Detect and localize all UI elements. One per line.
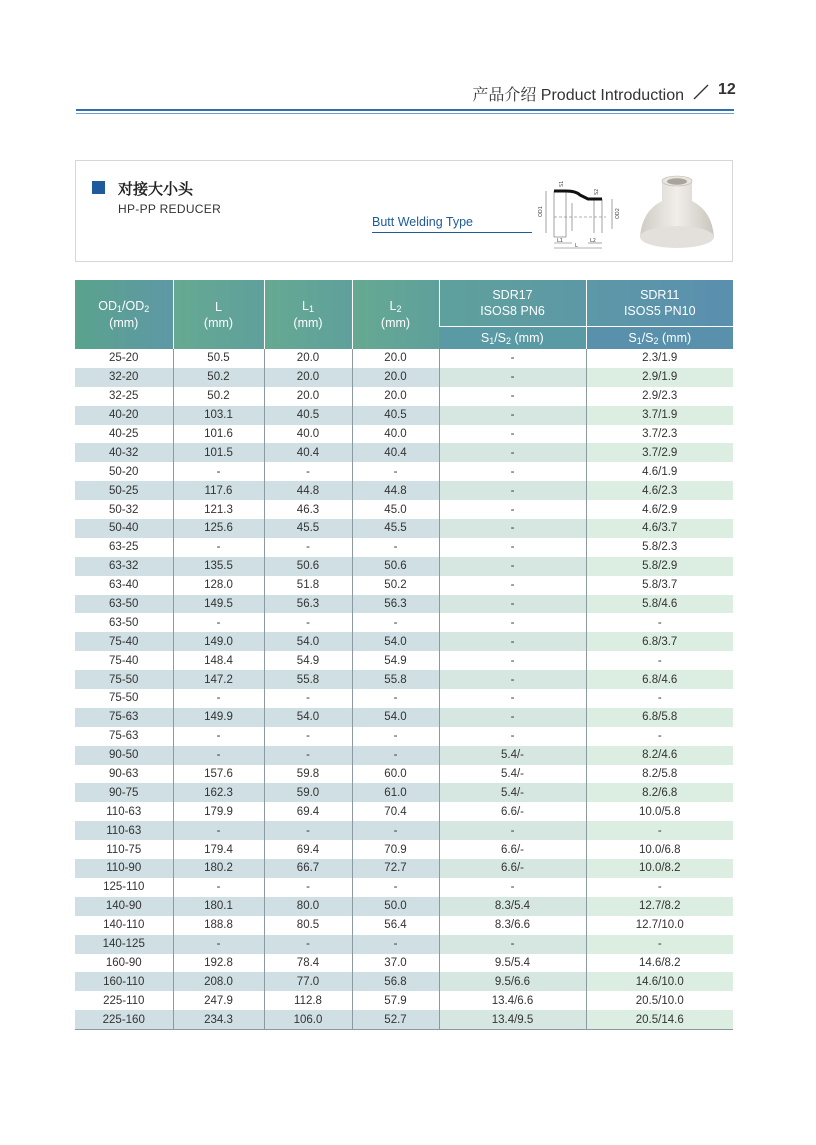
l2-cell: 56.4 bbox=[352, 916, 439, 935]
l2-cell: - bbox=[352, 689, 439, 708]
l2-cell: 44.8 bbox=[352, 481, 439, 500]
l2-cell: 50.6 bbox=[352, 557, 439, 576]
od-cell: 90-63 bbox=[75, 765, 173, 784]
sdr17-s1s2-cell: 5.4/- bbox=[439, 765, 586, 784]
sdr17-s1s2-cell: - bbox=[439, 349, 586, 368]
sdr17-s1s2-cell: - bbox=[439, 462, 586, 481]
table-row bbox=[75, 859, 733, 878]
l1-cell: 80.0 bbox=[264, 897, 352, 916]
table-row bbox=[75, 840, 733, 859]
label-s1: S1 bbox=[559, 180, 565, 187]
l-cell: 192.8 bbox=[173, 954, 264, 973]
table-row bbox=[75, 821, 733, 840]
l2-cell: 20.0 bbox=[352, 387, 439, 406]
l-cell: 149.0 bbox=[173, 632, 264, 651]
sdr11-s1s2-cell: - bbox=[586, 821, 733, 840]
od-cell: 90-50 bbox=[75, 746, 173, 765]
sdr11-s1s2-cell: 5.8/3.7 bbox=[586, 576, 733, 595]
sdr11-s1s2-cell: 10.0/5.8 bbox=[586, 802, 733, 821]
header-sdr17: SDR17 ISOS8 PN6 bbox=[439, 280, 586, 327]
sdr11-s1s2-cell: - bbox=[586, 651, 733, 670]
l-cell: 103.1 bbox=[173, 406, 264, 425]
l1-cell: - bbox=[264, 462, 352, 481]
sdr11-s1s2-cell: 4.6/3.7 bbox=[586, 519, 733, 538]
sdr11-s1s2-cell: 10.0/8.2 bbox=[586, 859, 733, 878]
label-od2: OD2 bbox=[615, 208, 621, 219]
l2-cell: - bbox=[352, 727, 439, 746]
od-cell: 50-20 bbox=[75, 462, 173, 481]
sdr17-s1s2-cell: - bbox=[439, 935, 586, 954]
sdr11-s1s2-cell: - bbox=[586, 727, 733, 746]
l2-cell: 54.0 bbox=[352, 632, 439, 651]
table-body bbox=[75, 349, 733, 1030]
l-cell: 188.8 bbox=[173, 916, 264, 935]
sdr17-s1s2-cell: - bbox=[439, 406, 586, 425]
od-cell: 32-20 bbox=[75, 368, 173, 387]
od-cell: 25-20 bbox=[75, 349, 173, 368]
table-row bbox=[75, 954, 733, 973]
l1-cell: 112.8 bbox=[264, 991, 352, 1010]
sdr11-s1s2-cell: 8.2/6.8 bbox=[586, 783, 733, 802]
l1-cell: 59.8 bbox=[264, 765, 352, 784]
label-l2: L2 bbox=[590, 238, 596, 244]
label-l1: L1 bbox=[557, 238, 563, 244]
l-cell: 147.2 bbox=[173, 670, 264, 689]
od-cell: 125-110 bbox=[75, 878, 173, 897]
table-row bbox=[75, 1010, 733, 1029]
table-row bbox=[75, 406, 733, 425]
l1-cell: - bbox=[264, 935, 352, 954]
product-name-cn: 对接大小头 bbox=[118, 181, 194, 198]
l1-cell: 45.5 bbox=[264, 519, 352, 538]
od-cell: 40-25 bbox=[75, 425, 173, 444]
table-row bbox=[75, 519, 733, 538]
sdr17-s1s2-cell: 13.4/9.5 bbox=[439, 1010, 586, 1029]
table-row bbox=[75, 632, 733, 651]
sdr11-s1s2-cell: 4.6/1.9 bbox=[586, 462, 733, 481]
l-cell: 247.9 bbox=[173, 991, 264, 1010]
l2-cell: - bbox=[352, 613, 439, 632]
sdr17-s1s2-cell: - bbox=[439, 481, 586, 500]
l2-cell: 45.0 bbox=[352, 500, 439, 519]
l-cell: 157.6 bbox=[173, 765, 264, 784]
l2-cell: - bbox=[352, 821, 439, 840]
l1-cell: 69.4 bbox=[264, 840, 352, 859]
product-info-box bbox=[75, 160, 733, 262]
sdr17-s1s2-cell: - bbox=[439, 670, 586, 689]
od-cell: 50-25 bbox=[75, 481, 173, 500]
l1-cell: 54.0 bbox=[264, 632, 352, 651]
l1-cell: 50.6 bbox=[264, 557, 352, 576]
product-name-en: HP-PP REDUCER bbox=[118, 202, 222, 216]
l2-cell: 61.0 bbox=[352, 783, 439, 802]
sdr11-s1s2-cell: 5.8/2.9 bbox=[586, 557, 733, 576]
od-cell: 75-63 bbox=[75, 727, 173, 746]
sdr17-s1s2-cell: - bbox=[439, 576, 586, 595]
sdr11-s1s2-cell: 14.6/10.0 bbox=[586, 972, 733, 991]
sdr11-s1s2-cell: 5.8/2.3 bbox=[586, 538, 733, 557]
l1-cell: 54.0 bbox=[264, 708, 352, 727]
od-cell: 160-110 bbox=[75, 972, 173, 991]
table-row bbox=[75, 783, 733, 802]
od-cell: 75-40 bbox=[75, 651, 173, 670]
specification-table bbox=[75, 280, 733, 1030]
l2-cell: - bbox=[352, 538, 439, 557]
l-cell: 179.9 bbox=[173, 802, 264, 821]
table-row bbox=[75, 972, 733, 991]
label-s2: S2 bbox=[594, 188, 600, 195]
l2-cell: 45.5 bbox=[352, 519, 439, 538]
od-cell: 160-90 bbox=[75, 954, 173, 973]
l1-cell: 46.3 bbox=[264, 500, 352, 519]
l-cell: 149.9 bbox=[173, 708, 264, 727]
l1-cell: 40.4 bbox=[264, 443, 352, 462]
table-row bbox=[75, 802, 733, 821]
square-bullet-icon bbox=[92, 181, 105, 194]
l2-cell: - bbox=[352, 878, 439, 897]
table-row bbox=[75, 387, 733, 406]
sdr17-s1s2-cell: - bbox=[439, 727, 586, 746]
l-cell: 121.3 bbox=[173, 500, 264, 519]
l2-cell: 50.0 bbox=[352, 897, 439, 916]
sdr17-s1s2-cell: 8.3/6.6 bbox=[439, 916, 586, 935]
l2-cell: - bbox=[352, 935, 439, 954]
sdr17-s1s2-cell: 5.4/- bbox=[439, 746, 586, 765]
l-cell: 179.4 bbox=[173, 840, 264, 859]
l-cell: 101.6 bbox=[173, 425, 264, 444]
table-row bbox=[75, 878, 733, 897]
sdr11-s1s2-cell: 10.0/6.8 bbox=[586, 840, 733, 859]
od-cell: 110-90 bbox=[75, 859, 173, 878]
sdr17-s1s2-cell: - bbox=[439, 613, 586, 632]
l2-cell: 20.0 bbox=[352, 368, 439, 387]
l2-cell: 37.0 bbox=[352, 954, 439, 973]
l2-cell: 40.4 bbox=[352, 443, 439, 462]
slash-divider-icon bbox=[692, 84, 710, 100]
od-cell: 63-50 bbox=[75, 613, 173, 632]
sdr17-s1s2-cell: 9.5/5.4 bbox=[439, 954, 586, 973]
od-cell: 110-63 bbox=[75, 821, 173, 840]
l1-cell: 20.0 bbox=[264, 368, 352, 387]
sdr11-s1s2-cell: 8.2/4.6 bbox=[586, 746, 733, 765]
table-row bbox=[75, 897, 733, 916]
sdr17-s1s2-cell: 6.6/- bbox=[439, 840, 586, 859]
header-rule-thin bbox=[76, 113, 734, 114]
od-cell: 225-110 bbox=[75, 991, 173, 1010]
sdr17-s1s2-cell: - bbox=[439, 538, 586, 557]
l-cell: - bbox=[173, 689, 264, 708]
reducer-product-photo bbox=[632, 167, 722, 257]
od-cell: 110-63 bbox=[75, 802, 173, 821]
sdr17-s1s2-cell: - bbox=[439, 632, 586, 651]
table-row bbox=[75, 557, 733, 576]
l2-cell: 70.4 bbox=[352, 802, 439, 821]
l2-cell: 40.5 bbox=[352, 406, 439, 425]
od-cell: 225-160 bbox=[75, 1010, 173, 1029]
od-cell: 75-40 bbox=[75, 632, 173, 651]
sdr17-s1s2-cell: - bbox=[439, 557, 586, 576]
l-cell: - bbox=[173, 821, 264, 840]
sdr17-s1s2-cell: - bbox=[439, 500, 586, 519]
sdr11-s1s2-cell: 6.8/4.6 bbox=[586, 670, 733, 689]
table-row bbox=[75, 746, 733, 765]
od-cell: 75-50 bbox=[75, 670, 173, 689]
l1-cell: 56.3 bbox=[264, 595, 352, 614]
sdr17-s1s2-cell: - bbox=[439, 651, 586, 670]
sdr11-s1s2-cell: 14.6/8.2 bbox=[586, 954, 733, 973]
l2-cell: 60.0 bbox=[352, 765, 439, 784]
sdr17-s1s2-cell: 13.4/6.6 bbox=[439, 991, 586, 1010]
l-cell: - bbox=[173, 746, 264, 765]
l1-cell: 40.5 bbox=[264, 406, 352, 425]
sdr11-s1s2-cell: 20.5/10.0 bbox=[586, 991, 733, 1010]
l1-cell: - bbox=[264, 689, 352, 708]
header-rule bbox=[76, 109, 734, 111]
l2-cell: 20.0 bbox=[352, 349, 439, 368]
header-od: $OD_1/OD_2$ (mm) bbox=[75, 280, 173, 349]
sdr11-s1s2-cell: 12.7/10.0 bbox=[586, 916, 733, 935]
l1-cell: 106.0 bbox=[264, 1010, 352, 1029]
l-cell: - bbox=[173, 613, 264, 632]
od-cell: 75-63 bbox=[75, 708, 173, 727]
l-cell: - bbox=[173, 538, 264, 557]
header-l1: $L_1$ (mm) bbox=[264, 280, 352, 349]
l2-cell: - bbox=[352, 746, 439, 765]
table-row bbox=[75, 708, 733, 727]
table-row bbox=[75, 689, 733, 708]
table-row bbox=[75, 916, 733, 935]
sdr11-s1s2-cell: - bbox=[586, 878, 733, 897]
sdr11-s1s2-cell: - bbox=[586, 935, 733, 954]
sdr17-s1s2-cell: - bbox=[439, 425, 586, 444]
l-cell: - bbox=[173, 462, 264, 481]
l2-cell: 54.9 bbox=[352, 651, 439, 670]
l1-cell: 69.4 bbox=[264, 802, 352, 821]
l-cell: 101.5 bbox=[173, 443, 264, 462]
sdr11-s1s2-cell: 3.7/1.9 bbox=[586, 406, 733, 425]
l1-cell: 51.8 bbox=[264, 576, 352, 595]
od-cell: 40-20 bbox=[75, 406, 173, 425]
l-cell: 128.0 bbox=[173, 576, 264, 595]
sdr17-s1s2-cell: - bbox=[439, 708, 586, 727]
l-cell: 180.1 bbox=[173, 897, 264, 916]
sdr11-s1s2-cell: - bbox=[586, 689, 733, 708]
od-cell: 63-40 bbox=[75, 576, 173, 595]
od-cell: 40-32 bbox=[75, 443, 173, 462]
od-cell: 50-32 bbox=[75, 500, 173, 519]
header-s1s2-sdr17: $S_1/S_2$ (mm) bbox=[439, 327, 586, 350]
table-row bbox=[75, 462, 733, 481]
l1-cell: 80.5 bbox=[264, 916, 352, 935]
l2-cell: 56.8 bbox=[352, 972, 439, 991]
od-cell: 50-40 bbox=[75, 519, 173, 538]
od-cell: 110-75 bbox=[75, 840, 173, 859]
l-cell: 162.3 bbox=[173, 783, 264, 802]
l-cell: 234.3 bbox=[173, 1010, 264, 1029]
od-cell: 75-50 bbox=[75, 689, 173, 708]
sdr11-s1s2-cell: 5.8/4.6 bbox=[586, 595, 733, 614]
l-cell: 135.5 bbox=[173, 557, 264, 576]
connection-type-label: Butt Welding Type bbox=[372, 215, 532, 233]
l1-cell: - bbox=[264, 821, 352, 840]
l1-cell: - bbox=[264, 727, 352, 746]
sdr17-s1s2-cell: - bbox=[439, 368, 586, 387]
table-row bbox=[75, 576, 733, 595]
l1-cell: 44.8 bbox=[264, 481, 352, 500]
header-s1s2-sdr11: $S_1/S_2$ (mm) bbox=[586, 327, 733, 350]
header-l2: $L_2$ (mm) bbox=[352, 280, 439, 349]
l1-cell: 54.9 bbox=[264, 651, 352, 670]
sdr11-s1s2-cell: 3.7/2.9 bbox=[586, 443, 733, 462]
sdr11-s1s2-cell: 2.9/1.9 bbox=[586, 368, 733, 387]
sdr17-s1s2-cell: 6.6/- bbox=[439, 802, 586, 821]
l1-cell: 20.0 bbox=[264, 349, 352, 368]
l2-cell: 70.9 bbox=[352, 840, 439, 859]
l-cell: 125.6 bbox=[173, 519, 264, 538]
table-row bbox=[75, 595, 733, 614]
sdr17-s1s2-cell: - bbox=[439, 821, 586, 840]
l2-cell: 52.7 bbox=[352, 1010, 439, 1029]
od-cell: 140-110 bbox=[75, 916, 173, 935]
od-cell: 140-90 bbox=[75, 897, 173, 916]
od-cell: 90-75 bbox=[75, 783, 173, 802]
table-row bbox=[75, 727, 733, 746]
sdr11-s1s2-cell: 20.5/14.6 bbox=[586, 1010, 733, 1029]
label-l: L bbox=[575, 243, 578, 249]
table-row bbox=[75, 651, 733, 670]
l-cell: 208.0 bbox=[173, 972, 264, 991]
l-cell: 149.5 bbox=[173, 595, 264, 614]
l1-cell: 59.0 bbox=[264, 783, 352, 802]
table-row bbox=[75, 368, 733, 387]
l2-cell: 50.2 bbox=[352, 576, 439, 595]
l2-cell: 56.3 bbox=[352, 595, 439, 614]
l-cell: 180.2 bbox=[173, 859, 264, 878]
l1-cell: 40.0 bbox=[264, 425, 352, 444]
table-row bbox=[75, 670, 733, 689]
reducer-dimension-diagram bbox=[532, 173, 628, 251]
sdr11-s1s2-cell: 2.9/2.3 bbox=[586, 387, 733, 406]
l2-cell: 55.8 bbox=[352, 670, 439, 689]
table-row bbox=[75, 765, 733, 784]
sdr17-s1s2-cell: - bbox=[439, 595, 586, 614]
sdr17-s1s2-cell: - bbox=[439, 689, 586, 708]
sdr17-s1s2-cell: - bbox=[439, 443, 586, 462]
sdr17-s1s2-cell: 6.6/- bbox=[439, 859, 586, 878]
l1-cell: - bbox=[264, 613, 352, 632]
table-row bbox=[75, 500, 733, 519]
l1-cell: - bbox=[264, 746, 352, 765]
od-cell: 140-125 bbox=[75, 935, 173, 954]
sdr11-s1s2-cell: 4.6/2.3 bbox=[586, 481, 733, 500]
l1-cell: - bbox=[264, 538, 352, 557]
sdr17-s1s2-cell: 5.4/- bbox=[439, 783, 586, 802]
l1-cell: 55.8 bbox=[264, 670, 352, 689]
table-row bbox=[75, 538, 733, 557]
l1-cell: 78.4 bbox=[264, 954, 352, 973]
table-row bbox=[75, 613, 733, 632]
sdr11-s1s2-cell: 8.2/5.8 bbox=[586, 765, 733, 784]
table-row bbox=[75, 991, 733, 1010]
table-row bbox=[75, 425, 733, 444]
l2-cell: 57.9 bbox=[352, 991, 439, 1010]
sdr11-s1s2-cell: 3.7/2.3 bbox=[586, 425, 733, 444]
od-cell: 63-50 bbox=[75, 595, 173, 614]
od-cell: 32-25 bbox=[75, 387, 173, 406]
l-cell: - bbox=[173, 935, 264, 954]
sdr17-s1s2-cell: 9.5/6.6 bbox=[439, 972, 586, 991]
header-l: L (mm) bbox=[173, 280, 264, 349]
od-cell: 63-32 bbox=[75, 557, 173, 576]
l-cell: 148.4 bbox=[173, 651, 264, 670]
section-title: 产品介绍 Product Introduction bbox=[472, 87, 684, 104]
sdr11-s1s2-cell: 6.8/3.7 bbox=[586, 632, 733, 651]
label-od1: OD1 bbox=[538, 206, 544, 217]
l-cell: 117.6 bbox=[173, 481, 264, 500]
sdr11-s1s2-cell: 4.6/2.9 bbox=[586, 500, 733, 519]
l2-cell: 40.0 bbox=[352, 425, 439, 444]
header-sdr11: SDR11 ISOS5 PN10 bbox=[586, 280, 733, 327]
od-cell: 63-25 bbox=[75, 538, 173, 557]
l-cell: - bbox=[173, 727, 264, 746]
table-row bbox=[75, 349, 733, 368]
l2-cell: - bbox=[352, 462, 439, 481]
l-cell: 50.5 bbox=[173, 349, 264, 368]
l-cell: - bbox=[173, 878, 264, 897]
l1-cell: 77.0 bbox=[264, 972, 352, 991]
sdr11-s1s2-cell: - bbox=[586, 613, 733, 632]
sdr17-s1s2-cell: - bbox=[439, 519, 586, 538]
sdr17-s1s2-cell: - bbox=[439, 878, 586, 897]
sdr11-s1s2-cell: 12.7/8.2 bbox=[586, 897, 733, 916]
l1-cell: 66.7 bbox=[264, 859, 352, 878]
sdr11-s1s2-cell: 2.3/1.9 bbox=[586, 349, 733, 368]
l1-cell: 20.0 bbox=[264, 387, 352, 406]
table-row bbox=[75, 935, 733, 954]
sdr17-s1s2-cell: 8.3/5.4 bbox=[439, 897, 586, 916]
sdr17-s1s2-cell: - bbox=[439, 387, 586, 406]
table-row bbox=[75, 443, 733, 462]
l-cell: 50.2 bbox=[173, 387, 264, 406]
l2-cell: 72.7 bbox=[352, 859, 439, 878]
l-cell: 50.2 bbox=[173, 368, 264, 387]
l1-cell: - bbox=[264, 878, 352, 897]
page-number: 12 bbox=[718, 81, 736, 98]
l2-cell: 54.0 bbox=[352, 708, 439, 727]
sdr11-s1s2-cell: 6.8/5.8 bbox=[586, 708, 733, 727]
table-row bbox=[75, 481, 733, 500]
